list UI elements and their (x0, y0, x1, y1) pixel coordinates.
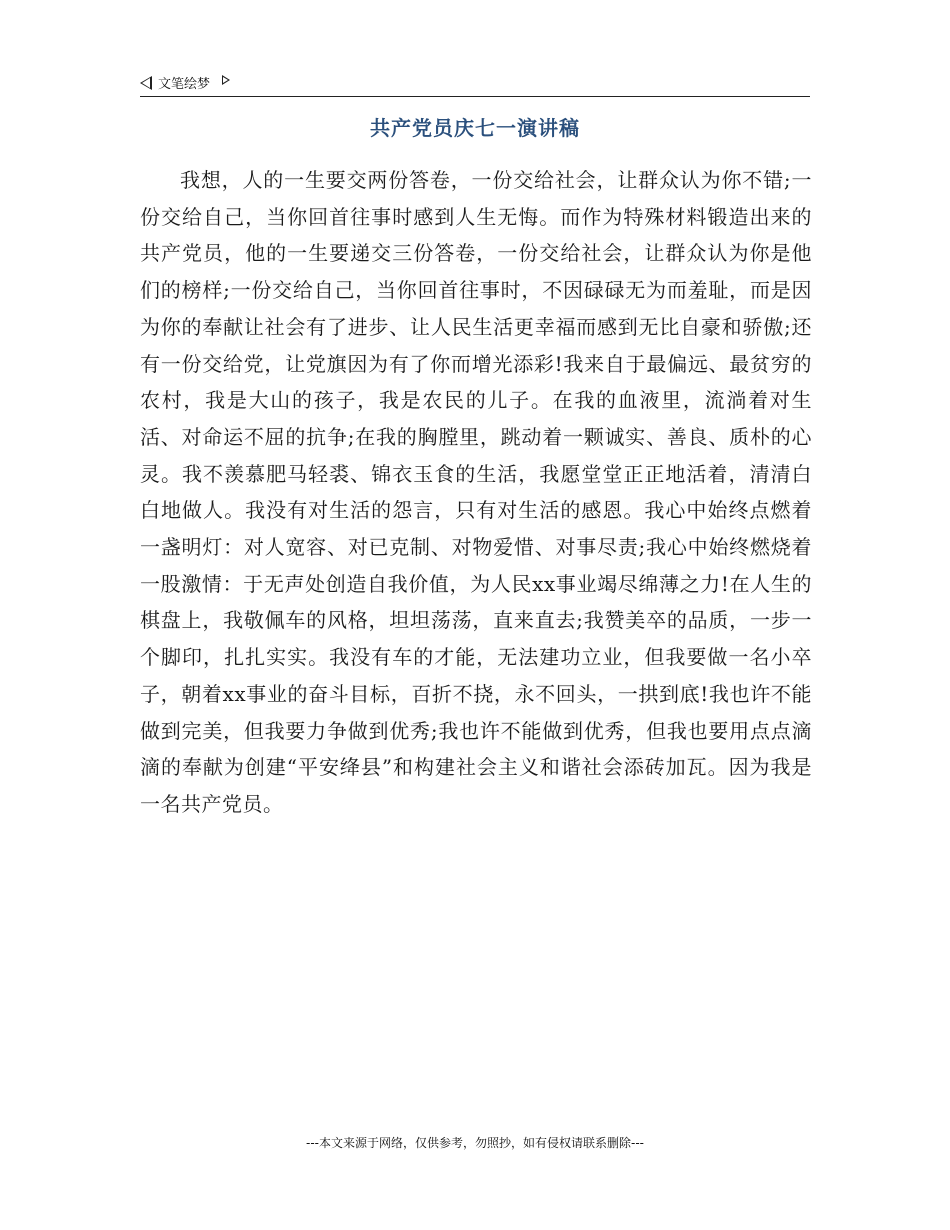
triangle-right-icon (222, 75, 230, 85)
page-footer: ---本文来源于网络，仅供参考，勿照抄，如有侵权请联系删除--- (306, 1136, 644, 1150)
header-brand-text: 文笔绘梦 (158, 77, 211, 92)
page-header (140, 72, 810, 97)
header-brand (140, 73, 230, 92)
document-title: 共产党员庆七一演讲稿 (370, 116, 580, 140)
document-body: 我想，人的一生要交两份答卷，一份交给社会，让群众认为你不错;一份交给自己，当你回首往事时感到人生无悔。而作为特殊材料锻造出来的共产党员，他的一生要递交三份答卷，一份交给社会，让群众认为你是他们的榜样;一份交给自己，当你回首往事时，不因碌碌无为而羞耻，而是因为你的奉献让社会有了进步、让人民生活更幸福而感到无比自豪和骄傲;还有一份交给党，让党旗因为有了你而增光添彩!我来自于最偏远、最贫穷的农村，我是大山的孩子，我是农民的儿子。在我的血液里，流淌着对生活、对命运不屈的抗争;在我的胸膛里，跳动着一颗诚实、善良、质朴的心灵。我不羡慕肥马轻裘、锦衣玉食的生活，我愿堂堂正正地活着，清清白白地做人。我没有对生活的怨言，只有对生活的感恩。我心中始终点燃着一盏明灯：对人宽容、对已克制、对物爱惜、对事尽责;我心中始终燃烧着一股激情：于无声处创造自我价值，为人民xx事业竭尽绵薄之力!在人生的棋盘上，我敬佩车的风格，坦坦荡荡，直来直去;我赞美卒的品质，一步一个脚印，扎扎实实。我没有车的才能，无法建功立业，但我要做一名小卒子，朝着xx事业的奋斗目标，百折不挠，永不回头，一拱到底!我也许不能做到完美，但我要力争做到优秀;我也许不能做到优秀，但我也要用点点滴滴的奉献为创建“平安绛县”和构建社会主义和谐社会添砖加瓦。因为我是一名共产党员。 (140, 168, 812, 816)
triangle-left-icon (140, 76, 152, 90)
